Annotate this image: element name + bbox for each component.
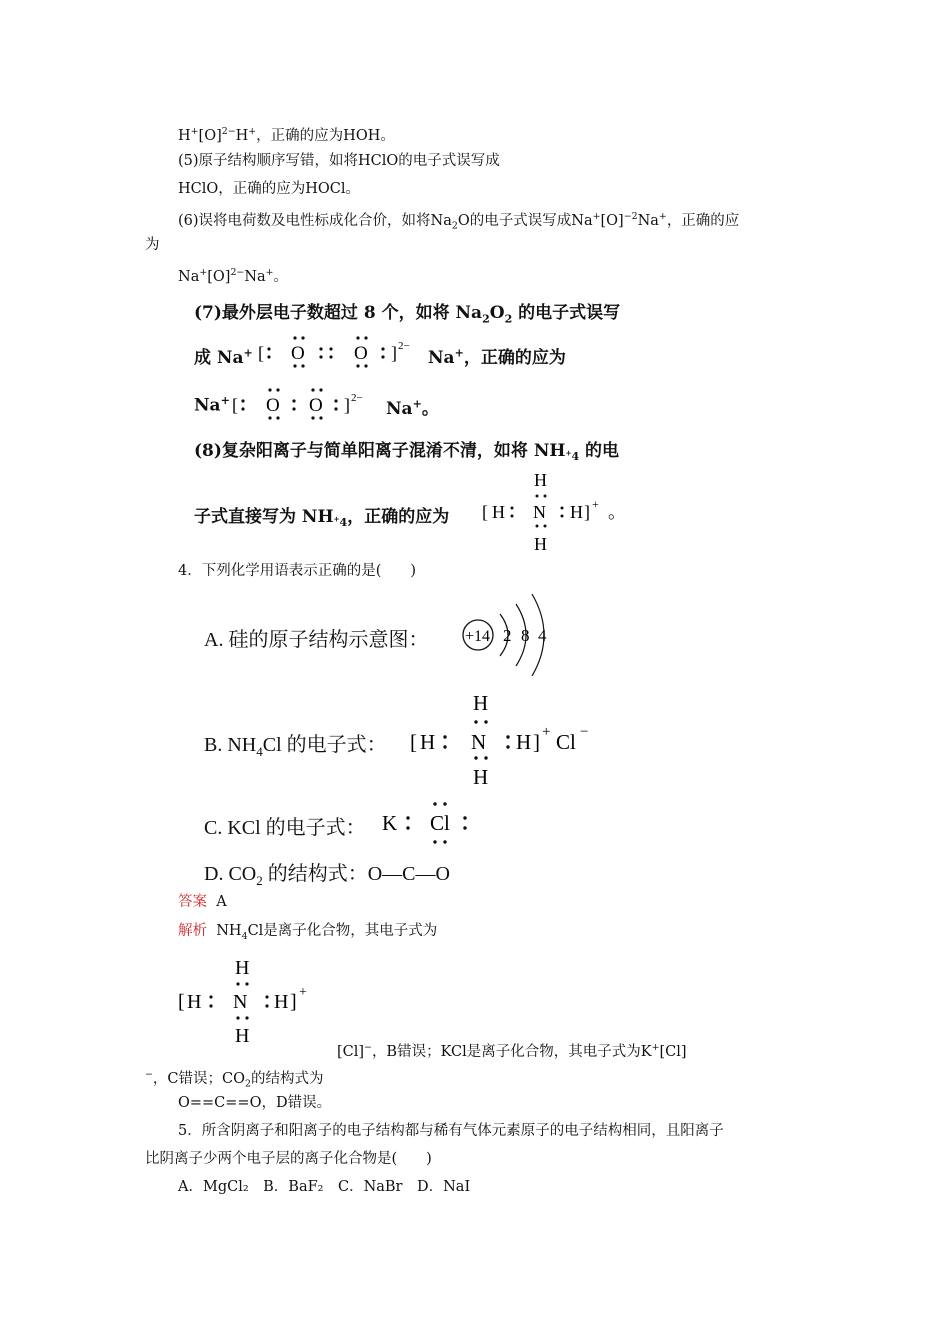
line-hoh: $H^+[O]^{2-}H^+$，正确的应为HOH。 — [178, 126, 395, 144]
svg-text:[: [ — [178, 991, 185, 1013]
svg-text:H: H — [235, 957, 250, 979]
item-6-line3: $Na^+[O]^{2-}Na^+$。 — [178, 267, 289, 285]
na2o2-wrong-electron-formula — [258, 332, 418, 372]
svg-text:H: H — [274, 991, 289, 1013]
svg-text:[: [ — [410, 730, 417, 754]
o-atom-1: O — [291, 343, 305, 364]
svg-text:]: ] — [344, 395, 350, 415]
svg-text:[: [ — [482, 502, 488, 522]
kcl-electron-formula — [382, 798, 482, 848]
svg-text:Cl: Cl — [556, 730, 576, 754]
svg-text:。: 。 — [608, 502, 626, 522]
option-a-label: A. 硅的原子结构示意图： — [204, 629, 429, 651]
item-7-line3-prefix: Na+ — [194, 394, 230, 416]
svg-text:Cl: Cl — [430, 811, 450, 835]
na2o2-correct-electron-formula — [232, 384, 372, 424]
item-8-line1: (8)复杂阳离子与简单阳离子混淆不清，如将 $NH_{^+4}$ 的电 — [194, 441, 620, 464]
item-7-line3-suffix: Na+。 — [386, 397, 439, 419]
analysis-line3: −，C错误；$CO_2$的结构式为 — [145, 1069, 324, 1090]
svg-text:H: H — [420, 730, 436, 754]
shell-1: 2 — [503, 626, 512, 645]
shell-2: 8 — [521, 626, 530, 645]
svg-text:+: + — [542, 724, 551, 740]
item-8-line2-text: 子式直接写为 $NH_{^+4}$，正确的应为 — [194, 507, 450, 530]
svg-text:H: H — [534, 534, 547, 554]
svg-text:N: N — [471, 730, 487, 754]
svg-text:[: [ — [232, 395, 238, 415]
svg-text:N: N — [233, 991, 248, 1013]
svg-text:H: H — [473, 691, 489, 715]
svg-text:+: + — [299, 985, 307, 1000]
item-5-line2: HClO，正确的应为HOCl。 — [178, 181, 361, 197]
item-7-line1: (7)最外层电子数超过 8 个，如将 $Na_2O_2$ 的电子式误写 — [194, 303, 621, 326]
svg-text:H: H — [473, 765, 489, 789]
svg-text:H: H — [492, 502, 505, 522]
svg-text:]: ] — [533, 730, 540, 754]
option-b-label: B. $NH_4Cl$ 的电子式： — [204, 734, 387, 759]
ammonium-electron-formula — [482, 470, 632, 554]
item-6-line2: 为 — [145, 237, 160, 253]
analysis-line1: 解析 $NH_4Cl$是离子化合物，其电子式为 — [178, 923, 438, 942]
svg-text:H: H — [516, 730, 532, 754]
question-5-options: A．MgCl₂ B．BaF₂ C．NaBr D．NaI — [178, 1179, 471, 1195]
question-4-stem: 4．下列化学用语表示正确的是( ) — [178, 563, 417, 579]
svg-text:]: ] — [584, 502, 590, 522]
svg-text:2−: 2− — [398, 340, 410, 352]
svg-text:H: H — [235, 1025, 250, 1047]
svg-text:+: + — [592, 497, 599, 511]
shell-3: 4 — [538, 626, 547, 645]
svg-text:]: ] — [290, 991, 297, 1013]
svg-text:]: ] — [391, 343, 397, 363]
svg-text:N: N — [533, 502, 546, 522]
option-d-label: D. $CO_2$ 的结构式：O—C—O — [204, 863, 450, 888]
svg-text:K: K — [382, 811, 398, 835]
svg-text:H: H — [570, 502, 583, 522]
item-7-line2-suffix: Na+，正确的应为 — [428, 346, 566, 368]
svg-text:2−: 2− — [351, 392, 363, 404]
svg-text:H: H — [187, 991, 202, 1013]
analysis-line4: O==C==O，D错误。 — [178, 1095, 332, 1111]
item-7-line2-prefix: 成 Na+ — [194, 346, 253, 368]
svg-text:−: − — [580, 724, 589, 740]
item-6-line1: (6)误将电荷数及电性标成化合价，如将$Na_2O$的电子式误写成$Na^+[O]^{-2}Na^+$，正确的应 — [178, 211, 740, 232]
question-5-stem-line2: 比阴离子少两个电子层的离子化合物是( ) — [145, 1151, 432, 1167]
item-5-line1: (5)原子结构顺序写错，如将HClO的电子式误写成 — [178, 153, 500, 169]
nucleus-charge: +14 — [465, 628, 491, 645]
nh4cl-electron-formula — [410, 688, 610, 788]
analysis-ammonium-formula — [178, 956, 348, 1046]
analysis-line2: [Cl]−，B错误；KCl是离子化合物，其电子式为K+[Cl] — [337, 1042, 687, 1060]
o-atom-4: O — [309, 395, 323, 416]
o-atom-2: O — [354, 343, 368, 364]
option-c-label: C. KCl 的电子式： — [204, 817, 366, 839]
svg-text:[: [ — [258, 343, 264, 363]
question-5-stem-line1: 5．所含阴离子和阳离子的电子结构都与稀有气体元素原子的电子结构相同，且阳离子 — [178, 1123, 724, 1139]
silicon-atom-diagram — [460, 590, 570, 680]
answer-line: 答案 A — [178, 894, 227, 910]
o-atom-3: O — [266, 395, 280, 416]
svg-text:H: H — [534, 470, 547, 490]
